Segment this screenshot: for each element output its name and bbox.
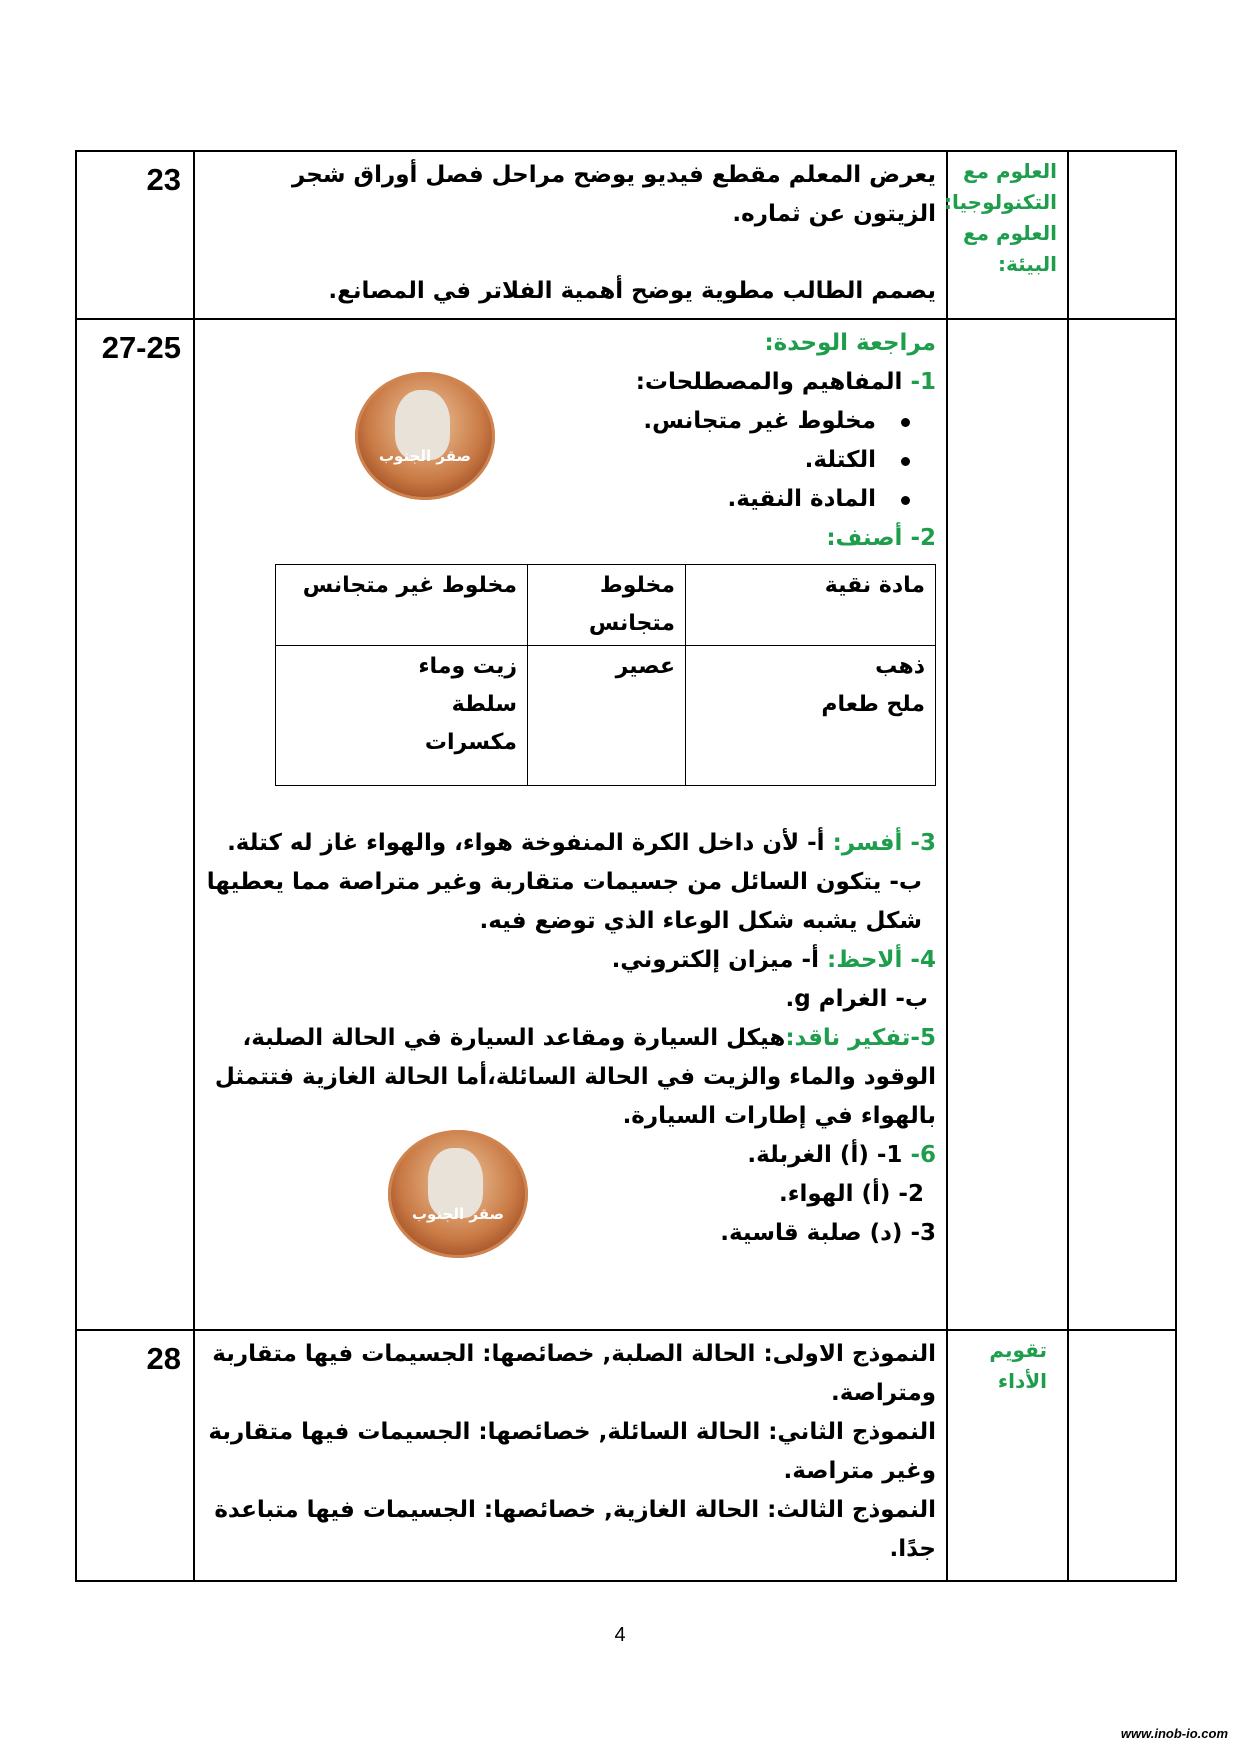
period-number: 27-25 <box>76 319 194 1330</box>
header-cell: مادة نقية <box>686 565 936 646</box>
q4-label: 4- ألاحظ: <box>827 947 936 973</box>
empty-cell <box>1068 151 1176 319</box>
q3-answer-a: أ- لأن داخل الكرة المنفوخة هواء، والهواء غاز له كتلة. <box>227 830 825 856</box>
activity-text: يصمم الطالب مطوية يوضح أهمية الفلاتر في المصانع. <box>328 278 936 304</box>
activity-cell <box>194 1330 947 1581</box>
period-number: 28 <box>76 1330 194 1581</box>
empty-cell <box>947 319 1068 1330</box>
table-cell: زيت وماء سلطة مكسرات <box>276 646 528 786</box>
q4-answer-a: أ- ميزان إلكتروني. <box>611 947 819 973</box>
q3-label: 3- أفسر: <box>832 830 936 856</box>
category-label: تقويم الأداء <box>989 1338 1047 1393</box>
q1-text: المفاهيم والمصطلحات: <box>635 369 903 395</box>
footer-link[interactable]: www.inob-io.com <box>1120 1726 1228 1741</box>
table-row <box>76 319 1176 1330</box>
classification-table <box>275 564 936 786</box>
q5-label: 5-تفكير ناقد: <box>785 1025 936 1051</box>
q4-answer-b: ب- الغرام g. <box>785 986 928 1012</box>
category-cell <box>947 1330 1068 1581</box>
review-cell <box>194 319 947 1330</box>
table-row <box>76 1330 1176 1581</box>
table-cell: ذهب ملح طعام <box>686 646 936 786</box>
table-cell: عصير <box>528 646 686 786</box>
q6-label: 6- <box>910 1142 936 1168</box>
activity-text: النموذج الاولى: الحالة الصلبة, خصائصها: الجسيمات فيها متقاربة ومتراصة. <box>212 1341 936 1406</box>
category-label: العلوم مع التكنولوجيا: <box>944 159 1057 214</box>
activity-text: النموذج الثاني: الحالة السائلة, خصائصها: الجسيمات فيها متقاربة وغير متراصة. <box>208 1419 936 1484</box>
bullet-item: الكتلة. <box>205 441 936 480</box>
q1-label: 1- <box>910 369 936 395</box>
review-title: مراجعة الوحدة: <box>764 330 936 356</box>
q6-item: 1- (أ) الغربلة. <box>747 1142 903 1168</box>
q6-item: 2- (أ) الهواء. <box>779 1181 924 1207</box>
header-cell: مخلوط غير متجانس <box>276 565 528 646</box>
activity-text: النموذج الثالث: الحالة الغازية, خصائصها: الجسيمات فيها متباعدة جدًا. <box>214 1497 936 1562</box>
bullet-item: المادة النقية. <box>205 480 936 519</box>
q2-label: 2- أصنف: <box>826 525 936 551</box>
period-number: 23 <box>76 151 194 319</box>
header-cell: مخلوط متجانس <box>528 565 686 646</box>
bullet-item: مخلوط غير متجانس. <box>205 402 936 441</box>
table-row <box>76 151 1176 319</box>
empty-cell <box>1068 319 1176 1330</box>
falcon-logo: صقر الجنوب <box>355 372 495 500</box>
lesson-table <box>75 150 1177 1582</box>
q3-answer-b: ب- يتكون السائل من جسيمات متقاربة وغير متراصة مما يعطيها شكل يشبه شكل الوعاء الذي توضع فيه. <box>206 869 922 934</box>
falcon-logo: صقر الجنوب <box>388 1130 528 1258</box>
q6-item: 3- (د) صلبة قاسية. <box>720 1220 936 1246</box>
category-cell <box>944 151 1068 319</box>
q5-text: هيكل السيارة ومقاعد السيارة في الحالة الصلبة، الوقود والماء والزيت في الحالة السائلة،أما الحالة الغازية فتتمثل بالهواء في إطارات السيارة. <box>214 1025 936 1129</box>
empty-cell <box>1068 1330 1176 1581</box>
category-label: العلوم مع البيئة: <box>962 221 1057 276</box>
activity-text: يعرض المعلم مقطع فيديو يوضح مراحل فصل أوراق شجر الزيتون عن ثماره. <box>292 162 936 227</box>
page-number: 4 <box>614 1624 626 1646</box>
activity-cell <box>194 151 947 319</box>
